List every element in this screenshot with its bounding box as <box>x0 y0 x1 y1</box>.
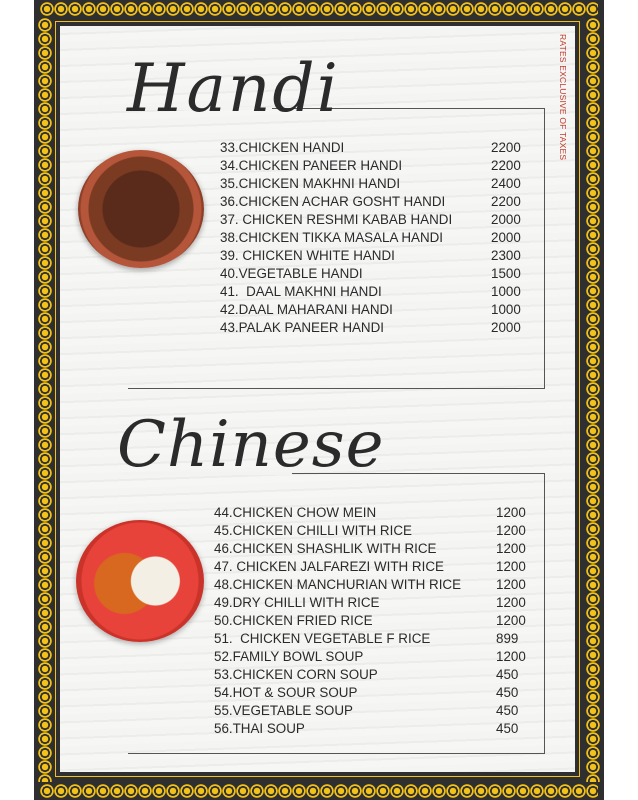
menu-item-name: DAAL MAKHNI HANDI <box>238 284 382 299</box>
menu-item-number: 47. <box>214 559 233 574</box>
menu-item <box>220 283 530 301</box>
menu-item-number: 36. <box>220 194 239 209</box>
menu-item-price: 450 <box>496 721 519 736</box>
menu-item-price: 899 <box>496 631 519 646</box>
top-border-pattern <box>40 0 598 18</box>
menu-item-name: CHICKEN TIKKA MASALA HANDI <box>238 230 444 245</box>
menu-item-number: 49. <box>214 595 233 610</box>
menu-item <box>214 630 534 648</box>
menu-item-price: 1200 <box>496 541 526 556</box>
menu-item-number: 42. <box>220 302 239 317</box>
menu-item <box>214 504 534 522</box>
handi-item-list <box>220 139 530 337</box>
left-border-pattern <box>36 18 54 782</box>
menu-item <box>220 175 530 193</box>
menu-item-price: 1200 <box>496 577 526 592</box>
menu-item <box>220 265 530 283</box>
menu-item-name: CHICKEN VEGETABLE F RICE <box>232 631 431 646</box>
menu-item-price: 1200 <box>496 505 526 520</box>
menu-item-number: 41. <box>220 284 239 299</box>
menu-item-name: HOT & SOUR SOUP <box>232 685 358 700</box>
menu-item-name: DAAL MAHARANI HANDI <box>238 302 393 317</box>
menu-item-name: CHICKEN HANDI <box>238 140 345 155</box>
menu-item-number: 38. <box>220 230 239 245</box>
menu-item-name: CHICKEN WHITE HANDI <box>238 248 395 263</box>
menu-item-number: 46. <box>214 541 233 556</box>
menu-item-name: THAI SOUP <box>232 721 305 736</box>
menu-item-price: 1200 <box>496 595 526 610</box>
menu-item <box>214 540 534 558</box>
menu-item-name: CHICKEN MANCHURIAN WITH RICE <box>232 577 462 592</box>
menu-item-price: 2000 <box>491 212 521 227</box>
chinese-dish-image <box>76 520 204 642</box>
menu-item-number: 45. <box>214 523 233 538</box>
menu-item-name: VEGETABLE SOUP <box>232 703 353 718</box>
menu-item <box>220 247 530 265</box>
chinese-item-list <box>214 504 534 738</box>
menu-item-price: 2000 <box>491 320 521 335</box>
menu-item-name: CHICKEN SHASHLIK WITH RICE <box>232 541 437 556</box>
menu-item <box>220 211 530 229</box>
menu-item-name: CHICKEN FRIED RICE <box>232 613 373 628</box>
menu-item-price: 1000 <box>491 284 521 299</box>
menu-item <box>214 576 534 594</box>
menu-item <box>220 193 530 211</box>
bottom-border-pattern <box>40 782 598 800</box>
menu-item-number: 48. <box>214 577 233 592</box>
menu-item-price: 1200 <box>496 649 526 664</box>
menu-item-number: 43. <box>220 320 239 335</box>
handi-title: Handi <box>127 50 340 127</box>
menu-item-price: 2200 <box>491 140 521 155</box>
menu-item-price: 1500 <box>491 266 521 281</box>
menu-item-price: 1200 <box>496 613 526 628</box>
menu-item-price: 2200 <box>491 194 521 209</box>
menu-item-number: 40. <box>220 266 239 281</box>
menu-item-name: CHICKEN CHILLI WITH RICE <box>232 523 412 538</box>
menu-item <box>214 612 534 630</box>
menu-item-name: CHICKEN PANEER HANDI <box>238 158 403 173</box>
menu-item-number: 54. <box>214 685 233 700</box>
handi-dish-image <box>78 150 204 268</box>
menu-item <box>220 301 530 319</box>
menu-item-number: 35. <box>220 176 239 191</box>
menu-item <box>220 139 530 157</box>
right-border-pattern <box>584 18 602 782</box>
menu-item-price: 1000 <box>491 302 521 317</box>
menu-item-name: CHICKEN RESHMI KABAB HANDI <box>238 212 453 227</box>
menu-item-number: 37. <box>220 212 239 227</box>
menu-item-number: 33. <box>220 140 239 155</box>
menu-item <box>214 684 534 702</box>
menu-item-number: 44. <box>214 505 233 520</box>
menu-item-name: CHICKEN JALFAREZI WITH RICE <box>232 559 444 574</box>
menu-item <box>214 594 534 612</box>
menu-item-number: 34. <box>220 158 239 173</box>
menu-item-name: DRY CHILLI WITH RICE <box>232 595 380 610</box>
menu-item <box>220 319 530 337</box>
menu-item-price: 1200 <box>496 559 526 574</box>
menu-item-number: 53. <box>214 667 233 682</box>
menu-item-price: 450 <box>496 667 519 682</box>
menu-item-name: FAMILY BOWL SOUP <box>232 649 364 664</box>
menu-item <box>214 648 534 666</box>
menu-item-name: PALAK PANEER HANDI <box>238 320 384 335</box>
menu-item-number: 52. <box>214 649 233 664</box>
menu-item <box>214 666 534 684</box>
menu-item <box>220 157 530 175</box>
menu-item-price: 2200 <box>491 158 521 173</box>
menu-item-price: 1200 <box>496 523 526 538</box>
menu-item <box>214 720 534 738</box>
menu-item-number: 51. <box>214 631 233 646</box>
menu-item-price: 450 <box>496 703 519 718</box>
menu-item <box>220 229 530 247</box>
rates-note: RATES EXCLUSIVE OF TAXES <box>558 34 568 161</box>
menu-item-price: 2300 <box>491 248 521 263</box>
menu-item-number: 55. <box>214 703 233 718</box>
menu-item-price: 450 <box>496 685 519 700</box>
menu-item-name: CHICKEN ACHAR GOSHT HANDI <box>238 194 446 209</box>
menu-item <box>214 522 534 540</box>
menu-item-name: CHICKEN MAKHNI HANDI <box>238 176 401 191</box>
menu-item-number: 39. <box>220 248 239 263</box>
chinese-title: Chinese <box>117 408 385 482</box>
menu-item-name: CHICKEN CORN SOUP <box>232 667 378 682</box>
menu-item-name: VEGETABLE HANDI <box>238 266 363 281</box>
menu-item-price: 2000 <box>491 230 521 245</box>
menu-item-number: 50. <box>214 613 233 628</box>
menu-item <box>214 702 534 720</box>
menu-item-number: 56. <box>214 721 233 736</box>
menu-item <box>214 558 534 576</box>
menu-item-name: CHICKEN CHOW MEIN <box>232 505 377 520</box>
menu-item-price: 2400 <box>491 176 521 191</box>
